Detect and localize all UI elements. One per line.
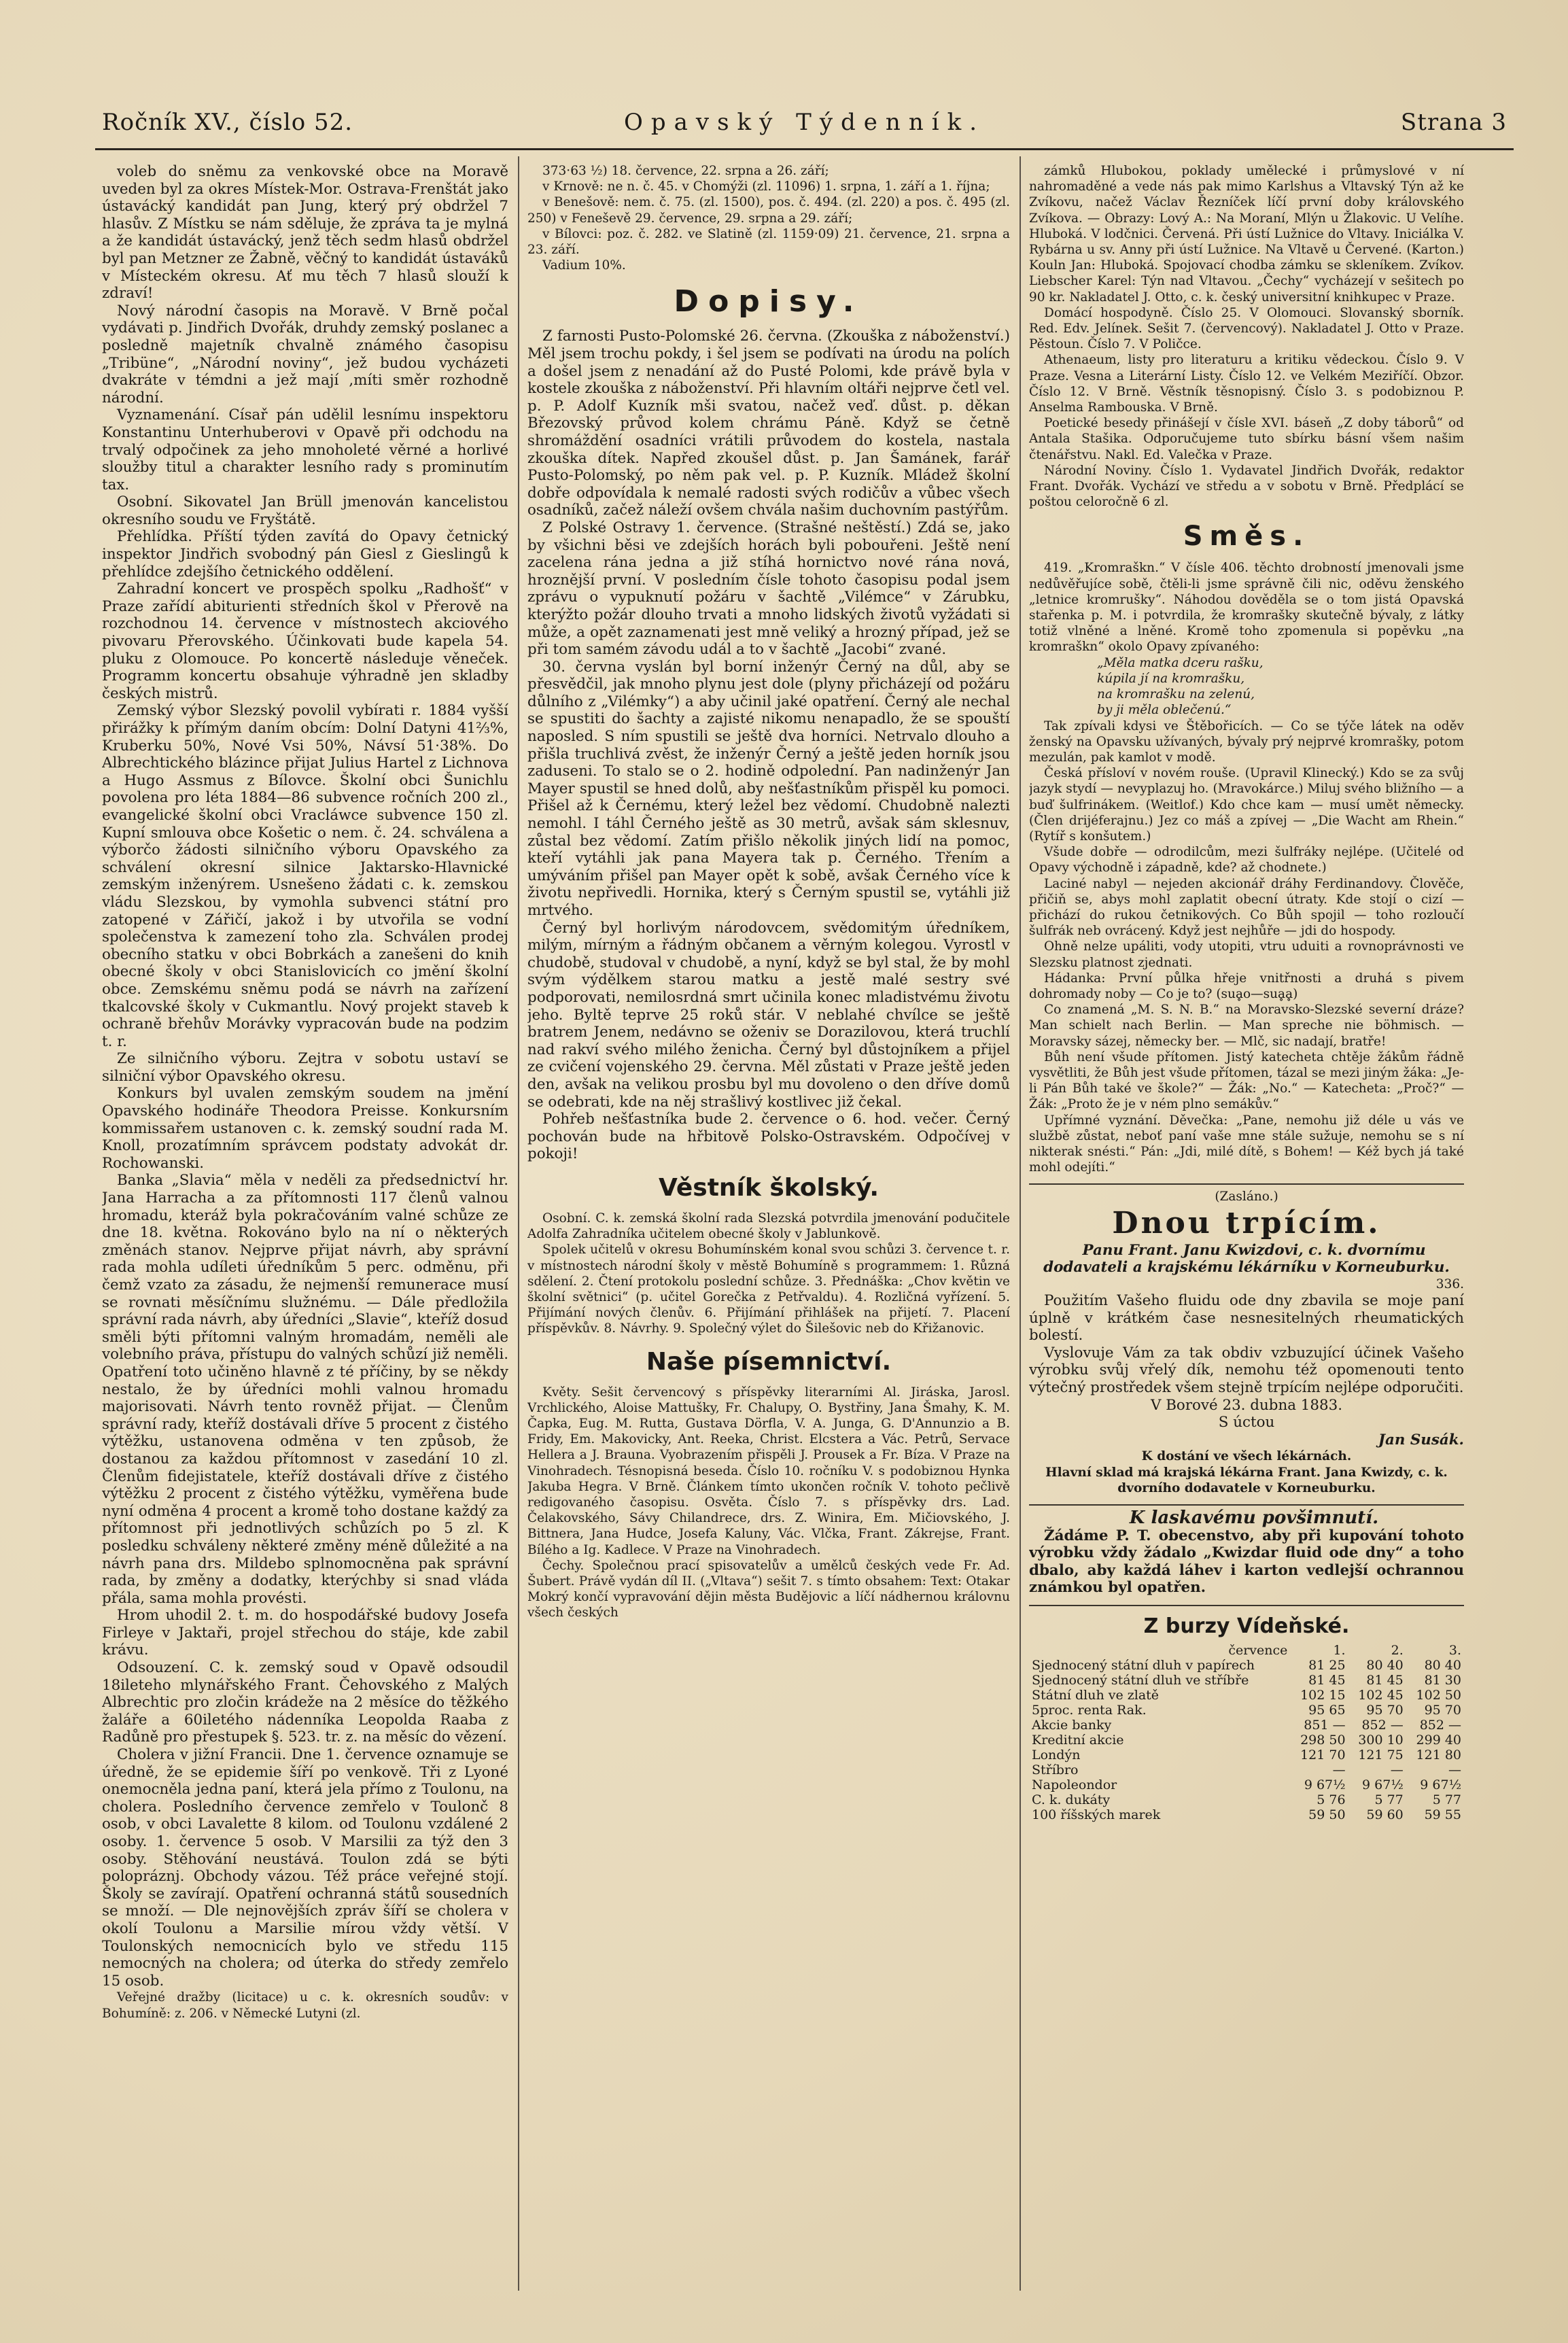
burza-item-label: 100 říšských marek (1032, 1807, 1161, 1822)
page-header (102, 109, 1507, 143)
burza-value: 9 67½ (1420, 1777, 1461, 1792)
burza-value: 121 80 (1416, 1747, 1461, 1763)
ad-title: Dnou trpícím. (1112, 1205, 1381, 1240)
burza-title: Z burzy Vídeňské. (1143, 1614, 1350, 1638)
article-paragraph: Domácí hospodyně. Číslo 25. V Olomouci. Slovanský sborník. Red. Edv. Jelínek. Sešit 7. (červencový). Nakladatel J. Otto v Praze. Pěstoun. Číslo 7. V Poličce. (1029, 305, 1464, 352)
burza-value: 102 45 (1358, 1687, 1404, 1703)
ad-date: V Borové 23. dubna 1883. (1150, 1396, 1343, 1414)
article-paragraph: Vyznamenání. Císař pán udělil lesnímu inspektoru Konstantinu Unterhuberovi v Opavě při odchodu na trvalý odpočinek za jeho mnoholeté věrné a horlivé sloužby titul a charakter lesního rady s prominutím tax. (102, 406, 508, 493)
column-3 (1029, 163, 1464, 2291)
burza-value: — (1448, 1762, 1461, 1777)
article-paragraph: Banka „Slavia“ měla v neděli za předsednictví hr. Jana Harracha a za přítomnosti 117 členů valnou hromadu, kteráž byla pokračováním valné schůze ze dne 18. května. Rokováno bylo na ní o některých změnách stanov. Nejprve přijat návrh, aby správní rada mohla udíleti úředníkům 5 perc. odměnu, při čemž vzato za zásadu, že nejmenší remunerace musí se rovnati měsíčnímu služnému. — Dále předložila správní rada návrh, aby úředníci „Slavie“, kteříž dosud směli býti přítomni valným hromadám, neměli ale volebního práva, přístupu do valných schůzí již neměli. Opatření toto učiněno hlavně z té příčiny, by se někdy nestalo, že by úředníci mohli valnou hromadu majorisovati. Návrh tento rovněž přijat. — Členům správní rady, kteříž dostávali dříve 5 procent z čistého výtěžku, ustanovena odměna v ten způsob, že dostanou za každou přítomnost v zasedání 10 zl. Členům fidejistatele, kteříž dostávali dříve z čistého výtěžku 2 procent z čistého výtěžku, vyměřena bude nyní odměna 4 procent a kromě toho dostane každý za přítomnost při jednotlivých schůzích po 5 zl. K posledku schváleny některé změny méně důležité a na návrh pana drs. Mildebo splnomocněna pak správní rada, by změny a dodatky, kterýchby si snad vláda přála, sama mohla provésti. (102, 1172, 508, 1607)
auction-item: Vadium 10%. (542, 258, 626, 273)
article-paragraph: Z farnosti Pusto-Polomské 26. června. (Zkouška z náboženství.) Měl jsem trochu pokdy, i šel jsem se podívati na úrodu na polích a došel jsem z nenadání až do Pusté Polomi, kde právě byla v kostele zkouška z náboženství. Při hlavním oltáři nejprve četl vel. p. P. Adolf Kuzník mši svatou, načež veď. důst. p. děkan Březovský průvod kolem chrámu Páně. Když se četně shromáždění osadníci vrátili průvodem do kostela, nastala zkouška dítek. Napřed zkoušel důst. p. Jan Šamánek, farář Pusto-Polomský, po něm pak vel. p. P. Kuzník. Mládež školní dobře odpovídala k nemalé radosti svých rodičův a vůbec všech osadníků, začež náleží ovšem chvála našim duchovním pastýřům. (527, 328, 1010, 519)
burza-row (1029, 1748, 1464, 1763)
article-paragraph: Tak zpívali kdysi ve Štěbořicích. — Co se týče látek na oděv ženský na Opavsku užívaných, bývaly prý nejprvé kromrašky, potom mezulán, pak kamlot v modě. (1029, 718, 1464, 765)
ad-depot: Hlavní sklad má krajská lékárna Frant. Jana Kwizdy, c. k. dvorního dodavatele v Korneuburku. (1045, 1465, 1448, 1495)
header-rule (95, 148, 1514, 150)
burza-item-label: Sjednocený státní dluh v papírech (1032, 1657, 1255, 1673)
auction-list (527, 163, 1010, 273)
page-number: Strana 3 (1400, 109, 1507, 136)
burza-value: 5 77 (1374, 1792, 1404, 1807)
ad2-body: Žádáme P. T. obecenstvo, aby při kupování tohoto výrobku vždy žádalo „Kwizdar fluid ode dny“ a toho dbalo, aby každá láhev i karton vedlejší ochrannou známkou byl opatřen. (1029, 1527, 1464, 1597)
burza-header-row (1029, 1643, 1464, 1658)
auction-item: v Krnově: ne n. č. 45. v Chomýži (zl. 11096) 1. srpna, 1. září a 1. října; (542, 179, 990, 194)
burza-header-cell: července (1228, 1642, 1288, 1658)
article-paragraph: Osobní. Sikovatel Jan Brüll jmenován kancelistou okresního soudu ve Fryštátě. (102, 493, 508, 528)
masthead-title: Opavský Týdenník. (623, 109, 986, 136)
section-title-dopisy: Dopisy. (674, 284, 864, 319)
article-paragraph: Ohně nelze upáliti, vody utopiti, vtru uduiti a rovnoprávnosti ve Slezsku platnost zjednati. (1029, 939, 1464, 970)
article-paragraph: Z Polské Ostravy 1. července. (Strašné neštěstí.) Zdá se, jako by všichni běsi ve zdejších horách byli pobouřeni. Ještě není zacelena rána jedna a již stíhá hornictvo nové rána nová, hroznější první. V posledním čísle tohoto časopisu podal jsem zprávu o vypuknutí požáru v šachtě „Vilémce“ v Zárubku, kterýžto požár dlouho trvati a mnoho lidských životů vyžádati si může, a opět zaznamenati jest mně veliký a hrozný případ, jež se při tom samém závodu udál a to v šachtě „Jacobi“ zvané. (527, 519, 1010, 659)
burza-value: 121 70 (1300, 1747, 1346, 1763)
burza-row (1029, 1718, 1464, 1733)
article-paragraph: Čechy. Společnou prací spisovatelův a umělců českých vede Fr. Ad. Šubert. Právě vydán díl II. („Vltava“) sešit 7. s tímto obsahem: Text: Otakar Mokrý končí vypravování dějin města Budějovic a líčí nádhernou královnu všech českých (527, 1558, 1010, 1620)
article-paragraph: 30. června vyslán byl borní inženýr Černý na důl, aby se přesvědčil, jak mnoho plynu jest dole (plyny přicházejí od požáru důlního z „Vilémky“) a aby učinil jaké opatření. Černý ale nechal se spustiti do šachty a zajisté nikomu nenapadlo, že se spouští naposled. S ním spustili se ještě dva horníci. Netrvalo dlouho a přišla truchlivá zvěst, že inženýr Černý a ještě jeden horník jsou zaduseni. To stalo se o 2. hodině odpolední. Pan nadinženýr Jan Mayer spustil se hned dolů, aby nešťastníkům přispěl ku pomoci. Přišel až k Černému, který ležel bez vědomí. Chudobně nalezti nemohl. I táhl Černého ještě as 30 metrů, avšak sám sklesnuv, zůstal bez vědomí. Zatím přišlo několik jiných lidí na pomoc, kteří vytáhli jak pana Mayera tak p. Černého. Třením a umýváním přišel pan Mayer opět k sobě, avšak Černého více k životu nepřivedli. Hornika, který s Černým spustil se, vytáhli již mrtvého. (527, 658, 1010, 920)
burza-value: 851 — (1304, 1717, 1346, 1733)
article-paragraph: Laciné nabyl — nejeden akcionář dráhy Ferdinandovy. Člověče, přičiň se, abys mohl zaplatit obecní útraty. Kde stojí o cizí — přichází do rukou četnikových. Co Bůh spojil — toho rozloučí šulfrák neb ovrácený. Když jest nejhůře — jdi do hospody. (1029, 876, 1464, 939)
burza-row (1029, 1673, 1464, 1688)
column-divider-1 (518, 156, 519, 2291)
burza-value: 299 40 (1416, 1732, 1461, 1748)
burza-header-cell: 1. (1333, 1642, 1346, 1658)
article-paragraph: Hrom uhodil 2. t. m. do hospodářské budovy Josefa Firleye v Jaktaři, projel střechou do stáje, kde zabil krávu. (102, 1607, 508, 1659)
burza-header-cell: 2. (1391, 1642, 1404, 1658)
burza-section (1029, 1605, 1464, 1822)
burza-item-label: Akcie banky (1032, 1717, 1112, 1733)
ad-where: K dostání ve všech lékárnách. (1141, 1449, 1352, 1464)
article-paragraph: Národní Noviny. Číslo 1. Vydavatel Jindřich Dvořák, redaktor Frant. Dvořák. Vychází ve středu a v sobotu v Brně. Předplácí se poštou celoročně 6 zl. (1029, 463, 1464, 510)
article-paragraph: Poetické besedy přinášejí v čísle XVI. báseň „Z doby táborů“ od Antala Stašika. Odporučujeme tuto sbírku básní všem našim čtenářstvu. Nakl. Ed. Valečka v Praze. (1029, 416, 1464, 462)
ad-addressee: Panu Frant. Janu Kwizdovi, c. k. dvornímu dodavateli a krajskému lékárníku v Korneuburku. (1043, 1241, 1450, 1277)
burza-row (1029, 1658, 1464, 1673)
issue-number: Ročník XV., číslo 52. (102, 109, 353, 136)
section-title-pisemnictvi: Naše písemnictví. (646, 1347, 892, 1376)
article-paragraph: Pohřeb nešťastníka bude 2. července o 6. hod. večer. Černý pochován bude na hřbitově Polsko-Ostravském. Odpočívej v pokoji! (527, 1111, 1010, 1163)
section-title-smes: Směs. (1183, 521, 1310, 553)
burza-value: 102 50 (1416, 1687, 1461, 1703)
burza-value: — (1332, 1762, 1346, 1777)
poem-line: by ji měla oblečenú.“ (1097, 703, 1232, 718)
burza-value: 59 50 (1308, 1807, 1346, 1822)
ad-body: Vyslovuje Vám za tak obdiv vzbuzující účinek Vašeho výrobku svůj vřelý dík, nemohu též opomenouti tento výtečný prostředek všem stejně trpícím nejlépe odporučiti. (1029, 1344, 1464, 1396)
burza-value: 95 70 (1366, 1702, 1404, 1718)
burza-value: 102 15 (1300, 1687, 1346, 1703)
article-paragraph: Květy. Sešit červencový s příspěvky literarními Al. Jiráska, Jarosl. Vrchlického, Aloise Mattušky, Fr. Chalupy, O. Bystřiny, Jana Šmahy, K. M. Čapka, Eug. M. Rutta, Gustava Dörfla, V. A. Junga, G. D'Annunzio a B. Fridy, Em. Makovicky, Ant. Reeka, Christ. Elcstera a Vác. Petrů, Servace Hellera a J. Brauna. Vyobrazením přispěli J. Prousek a Fr. Bíza. V Praze na Vinohradech. Tésnopisná beseda. Číslo 10. ročníku V. s podobiznou Hynka Jakuba Hegra. V Brně. Článkem tímto ukončen ročník V. tohoto pečlivě redigovaného časopisu. Osvěta. Číslo 7. s příspěvky drs. Lad. Čelakovského, Sávy Chilandrece, drs. Z. Winira, Em. Mičiovského, J. Bittnera, Jana Hudce, Josefa Kaluny, Vác. Vlčka, Frant. Zákrejse, Frant. Bílého a Ig. Kadlece. V Praze na Vinohradech. (527, 1385, 1010, 1557)
article-paragraph: Všude dobře — odrodilcům, mezi šulfráky nejlépe. (Učitelé od Opavy východně i západně, kde? až chodnete.) (1029, 845, 1464, 875)
burza-value: 5 77 (1432, 1792, 1461, 1807)
burza-item-label: Stříbro (1032, 1762, 1079, 1777)
burza-row (1029, 1688, 1464, 1703)
burza-value: 298 50 (1300, 1732, 1346, 1748)
section-title-skolsky: Věstník školský. (658, 1173, 879, 1202)
article-paragraph: Přehlídka. Příští týden zavítá do Opavy četnický inspektor Jindřich svobodný pán Giesl z Gieslingů k přehlídce zdejšího četnického oddělení. (102, 528, 508, 580)
burza-row (1029, 1807, 1464, 1822)
burza-value: 121 75 (1358, 1747, 1404, 1763)
article-paragraph: voleb do sněmu za venkovské obce na Moravě uveden byl za okres Místek-Mor. Ostrava-Frenštát jako ústavácký kandidát pan Jung, který prý obdržel 7 hlasův. Z Místku se nám sděluje, že zpráva ta je mylná a že kandidát ústavácký, jenž těch sedm hlasů obdržel byl pan Metzner ze Žabně, věčný to kandidát ústaváků v Místeckém okresu. Ať mu těch 7 hlasů slouží k zdraví! (102, 163, 508, 302)
column-2 (527, 163, 1010, 2291)
ad-signature: Jan Susák. (1378, 1431, 1464, 1448)
burza-item-label: Státní dluh ve zlatě (1032, 1687, 1160, 1703)
article-paragraph: Zemský výbor Slezský povolil vybírati r. 1884 vyšší přirážky k přímým daním obcím: Dolní Datyni 41⅔%, Kruberku 50%, Nové Vsi 50%, Návsí 51·38%. Do Albrechtického blázince přijat Julius Hartel z Lichnova a Hugo Assmus z Bílovce. Školní obci Šunichlu povolena pro léta 1884—86 subvence ročních 200 zl., evangelické školní obci Vracláwce subvence 150 zl. Kupní smlouva obce Košetic o nem. č. 24. schválena a výborčo žádosti silničního výboru Opavského za schválení okresní silnice Jaktarsko-Hlavnické zemským inženýrem. Usnešeno žádati c. k. zemskou vládu Slezskou, by vymohla subvenci státní pro zatopené v Zářičí, jakož i by utvořila se vodní společenstva k zamezení toho zla. Schválen prodej obecního statku v obci Bobrkách a zanešeni do knih obecné školy v obci Stanislovicích co jmění školní obce. Zemskému sněmu podá se návrh na zařízení tkalcovské školy v Cukmantlu. Nový projekt staveb k ochraně břehův Morávky vypracován bude na podzim t. r. (102, 702, 508, 1050)
auction-item: 373·63 ½) 18. července, 22. srpna a 26. září; (542, 164, 829, 178)
burza-value: 80 40 (1424, 1657, 1461, 1673)
article-paragraph: Černý byl horlivým národovcem, svědomitým úředníkem, milým, mírným a řádným občanem a věrným kolegou. Vyrostl v chudobě, studoval v chudobě, a nyní, když se byl stal, že by mohl svým výdělkem starou matku a jestě malé sestry své podporovati, nemilosrdná smrt učinila konec mladistvému životu jeho. Byltě teprve 25 roků stár. V neblahé chvílce se ještě bratrem Jenem, nedávno se oženiv se Dorazilovou, která truchlí nad rakví svého milého ženicha. Černý byl důstojníkem a přijel ze cvičení vojenského 29. června. Měl zůstati v Praze ještě jeden den, avšak na velikou prosbu byl mu dovoleno o den dříve domů se odebrati, kde na něj strašlivý kostlivec již čekal. (527, 919, 1010, 1111)
auction-item: v Bílovci: poz. č. 282. ve Slatině (zl. 1159·09) 21. července, 21. srpna a 23. září. (527, 226, 1010, 258)
poem-line: kúpila jí na kromrašku, (1097, 671, 1245, 686)
poem-line: na kromrašku na zelenú, (1097, 687, 1255, 702)
article-paragraph: Co znamená „M. S. N. B.“ na Moravsko-Slezské severní dráze? Man schielt nach Berlin. — Man spreche nie böhmisch. — Moravsky sázej, německy ber. — Mlč, sic nadají, bratře! (1029, 1003, 1464, 1049)
burza-row (1029, 1777, 1464, 1792)
burza-item-label: Kreditní akcie (1032, 1732, 1124, 1748)
burza-value: 80 40 (1366, 1657, 1404, 1673)
article-paragraph: Konkurs byl uvalen zemským soudem na jmění Opavského hodináře Theodora Preisse. Konkursním kommissařem ustanoven c. k. zemský soudní rada M. Knoll, prozatímním správcem podstaty advokát dr. Rochowanski. (102, 1085, 508, 1172)
ad-zaslano: (Zasláno.) (1215, 1190, 1278, 1204)
burza-value: 81 25 (1308, 1657, 1346, 1673)
burza-value: 81 45 (1366, 1672, 1404, 1688)
ad-sign: S úctou (1218, 1414, 1275, 1431)
burza-row (1029, 1763, 1464, 1777)
burza-value: 95 70 (1424, 1702, 1461, 1718)
article-paragraph: Veřejné dražby (licitace) u c. k. okresních soudův: v Bohumíně: z. 206. v Německé Lutyni (zl. (102, 1990, 508, 2021)
article-paragraph: Cholera v jižní Francii. Dne 1. července oznamuje se úředně, že se epidemie šíří po venkově. Tři z Lyoné onemocněla jedna paní, která jela přímo z Toulonu, na cholera. Posledního července zemřelo v Toulonč 8 osob, v obci Lavalette 8 kilom. od Toulonu vzdálené 2 osoby. 1. července 5 osob. V Marsilii za týž den 3 osoby. Stěhování neustává. Toulon zdá se býti polopráznj. Obchody vázou. Též práce veřejné stojí. Školy se zavírají. Opatření ochranná států sousedních se množí. — Dle nejnovějších zpráv šíří se cholera v okolí Toulonu a Marsilie mírou vždy větší. V Toulonských nemocnicích bylo ve středu 115 nemocných na cholera; od úterka do středy zemřelo 15 osob. (102, 1746, 508, 1990)
auction-item: v Benešově: nem. č. 75. (zl. 1500), pos. č. 494. (zl. 220) a pos. č. 495 (zl. 250) v Feneševě 29. července, 29. srpna a 29. září; (527, 195, 1010, 226)
article-paragraph: zámků Hlubokou, poklady umělecké i průmyslové v ní nahromaděné a vede nás pak mimo Karlshus a Vltavský Týn až ke Zvíkovu, načež Václav Řezníček líčí první doby královského Zvíkova. — Obrazy: Lový A.: Na Moraní, Mlýn u Žlakovic. U Velíhe. Hluboká. V lodčnici. Červená. Při ústí Lužnice do Vltavy. Iniciálka V. Rybárna u sv. Anny při ústí Lužnice. Na Vltavě u Červené. (Karton.) Kouln Jan: Hluboká. Spojovací chodba zámku se skleníkem. Zvíkov. Liebscher Karel: Týn nad Vltavou. „Čechy“ vycházejí v sešitech po 90 kr. Nakladatel J. Otto, c. k. český universitní knihkupec v Praze. (1029, 164, 1464, 305)
burza-item-label: Sjednocený státní dluh ve stříbře (1032, 1672, 1249, 1688)
article-paragraph: Česká přísloví v novém rouše. (Upravil Klinecký.) Kdo se za svůj jazyk stydí — nevyplazuj ho. (Mravokárce.) Miluj svého bližního — a buď šulfrinákem. (Weitlof.) Kdo chce kam — musí umět německy. (Člen drijéferajnu.) Jez co máš a zpívej — „Die Wacht am Rhein.“ (Rytíř s konšutem.) (1029, 766, 1464, 844)
burza-row (1029, 1703, 1464, 1718)
poem-line: „Měla matka dceru rašku, (1097, 655, 1264, 670)
burza-item-label: C. k. dukáty (1032, 1792, 1111, 1807)
burza-value: 852 — (1361, 1717, 1404, 1733)
column-divider-2 (1020, 156, 1021, 2291)
article-paragraph: Nový národní časopis na Moravě. V Brně počal vydávati p. Jindřich Dvořák, druhdy zemský poslanec a posledně majetník chvalně známého časopisu „Tribüne“, „Národní noviny“, jež budou vycházeti dvakráte v témdni a jež mají ,míti směr rozhodně národní. (102, 302, 508, 406)
burza-value: 81 30 (1424, 1672, 1461, 1688)
article-paragraph: 419. „Kromraškn.“ V čísle 406. těchto drobností jmenovali jsme nedůvěřujíce sobě, čtěli-li jsme správně čili nic, oděvu ženského „letnice kromrušky“. Náhodou dověděla se o tom jistá Opavská stařenka p. M. i potvrdila, že kromrašky skutečně bývaly, z látky totiž vlněné a lněné. Kromě toho zpomenula si popěvku „na kromraškn“ okolo Opavy zpívaného: (1029, 561, 1464, 655)
article-paragraph: Bůh není všude přítomen. Jistý katecheta chtěje žákům řádně vysvětliti, že Bůh jest všude přítomen, tázal se mezi jiným žáka: „Je-li Pán Bůh také ve škole?“ — Žák: „No.“ — Katecheta: „Proč?“ — Žák: „Proto že je v ném plno semákův.“ (1029, 1049, 1464, 1112)
ad-body: Použitím Vašeho fluidu ode dny zbavila se moje paní úplně v krátkém čase nesnesitelných rheumatických bolestí. (1029, 1291, 1464, 1344)
burza-value: 9 67½ (1362, 1777, 1404, 1792)
burza-value: 95 65 (1308, 1702, 1346, 1718)
article-paragraph: Osobní. C. k. zemská školní rada Slezská potvrdila jmenování podučitele Adolfa Zahradníka učitelem obecné školy v Jablunkově. (527, 1211, 1010, 1242)
advertisement-notice (1029, 1504, 1464, 1597)
article-paragraph: Upřímné vyznání. Děvečka: „Pane, nemohu již déle u vás ve službě zůstat, neboť paní vaše mne stále sužuje, nemohu se s ní nikterak snésti.“ Pán: „Jdi, milé dítě, s Bohem! — Kéž bych já také mohl odejíti.“ (1029, 1113, 1464, 1175)
burza-header-cell: 3. (1448, 1642, 1461, 1658)
burza-value: — (1390, 1762, 1404, 1777)
article-paragraph: Athenaeum, listy pro literaturu a kritiku vědeckou. Číslo 9. V Praze. Vesna a Literární Listy. Číslo 12. ve Velkém Meziříčí. Obzor. Číslo 12. V Brně. Věstník těsnopisný. Číslo 3. s podobiznou P. Anselma Rambouska. V Brně. (1029, 353, 1464, 415)
ad-number: 336. (1435, 1277, 1464, 1291)
burza-value: 59 60 (1366, 1807, 1404, 1822)
burza-item-label: Londýn (1032, 1747, 1081, 1763)
burza-row (1029, 1792, 1464, 1807)
burza-item-label: 5proc. renta Rak. (1032, 1702, 1147, 1718)
article-paragraph: Hádanka: První půlka hřeje vnitřnosti a druhá s pivem dohromady noby — Co je to? (ѕuḁo—ѕuḁḁ) (1029, 971, 1464, 1001)
article-paragraph: Ze silničního výboru. Zejtra v sobotu ustaví se silniční výbor Opavského okresu. (102, 1050, 508, 1085)
burza-value: 59 55 (1424, 1807, 1461, 1822)
burza-value: 5 76 (1317, 1792, 1346, 1807)
article-paragraph: Zahradní koncert ve prospěch spolku „Radhošť“ v Praze zařídí abiturienti středních škol v Přerově na rozchodnou 14. července v místnostech akciového pivovaru Přerovského. Účinkovati bude kapela 54. pluku z Olomouce. Po koncertě následuje věneček. Programm koncertu obsahuje výhradně jen skladby českých mistrů. (102, 580, 508, 702)
burza-table (1029, 1643, 1464, 1822)
burza-row (1029, 1733, 1464, 1748)
advertisement-kwizda (1029, 1183, 1464, 1496)
article-paragraph: Spolek učitelů v okresu Bohumínském konal svou schůzi 3. července t. r. v místnostech národní školy v městě Bohumíně s programmem: 1. Různá sdělení. 2. Čtení protokolu poslední schůze. 3. Přednáška: „Chov květin ve školní světnici“ (p. učitel Gorečka z Petřvaldu). 4. Rozličná vyřízení. 5. Přijímání nových členův. 6. Přijímání přihlášek na přijetí. 7. Placení příspěvkův. 8. Návrhy. 9. Společný výlet do Šilešovic neb do Křižanovic. (527, 1243, 1010, 1336)
ad2-title: K laskavému povšimnutí. (1129, 1507, 1379, 1528)
burza-value: 300 10 (1358, 1732, 1404, 1748)
article-paragraph: Odsouzení. C. k. zemský soud v Opavě odsoudil 18ileteho mlynářského Frant. Čehovského z Malých Albrechtic pro zločin krádeže na 2 měsíce do těžkého žaláře a 60iletého nádenníka Leopolda Raaba z Radůně pro přestupek §. 523. tr. z. na měsíc do vězení. (102, 1659, 508, 1746)
burza-value: 852 — (1419, 1717, 1461, 1733)
burza-value: 9 67½ (1304, 1777, 1346, 1792)
burza-item-label: Napoleondor (1032, 1777, 1117, 1792)
burza-value: 81 45 (1308, 1672, 1346, 1688)
column-1 (102, 163, 508, 2291)
